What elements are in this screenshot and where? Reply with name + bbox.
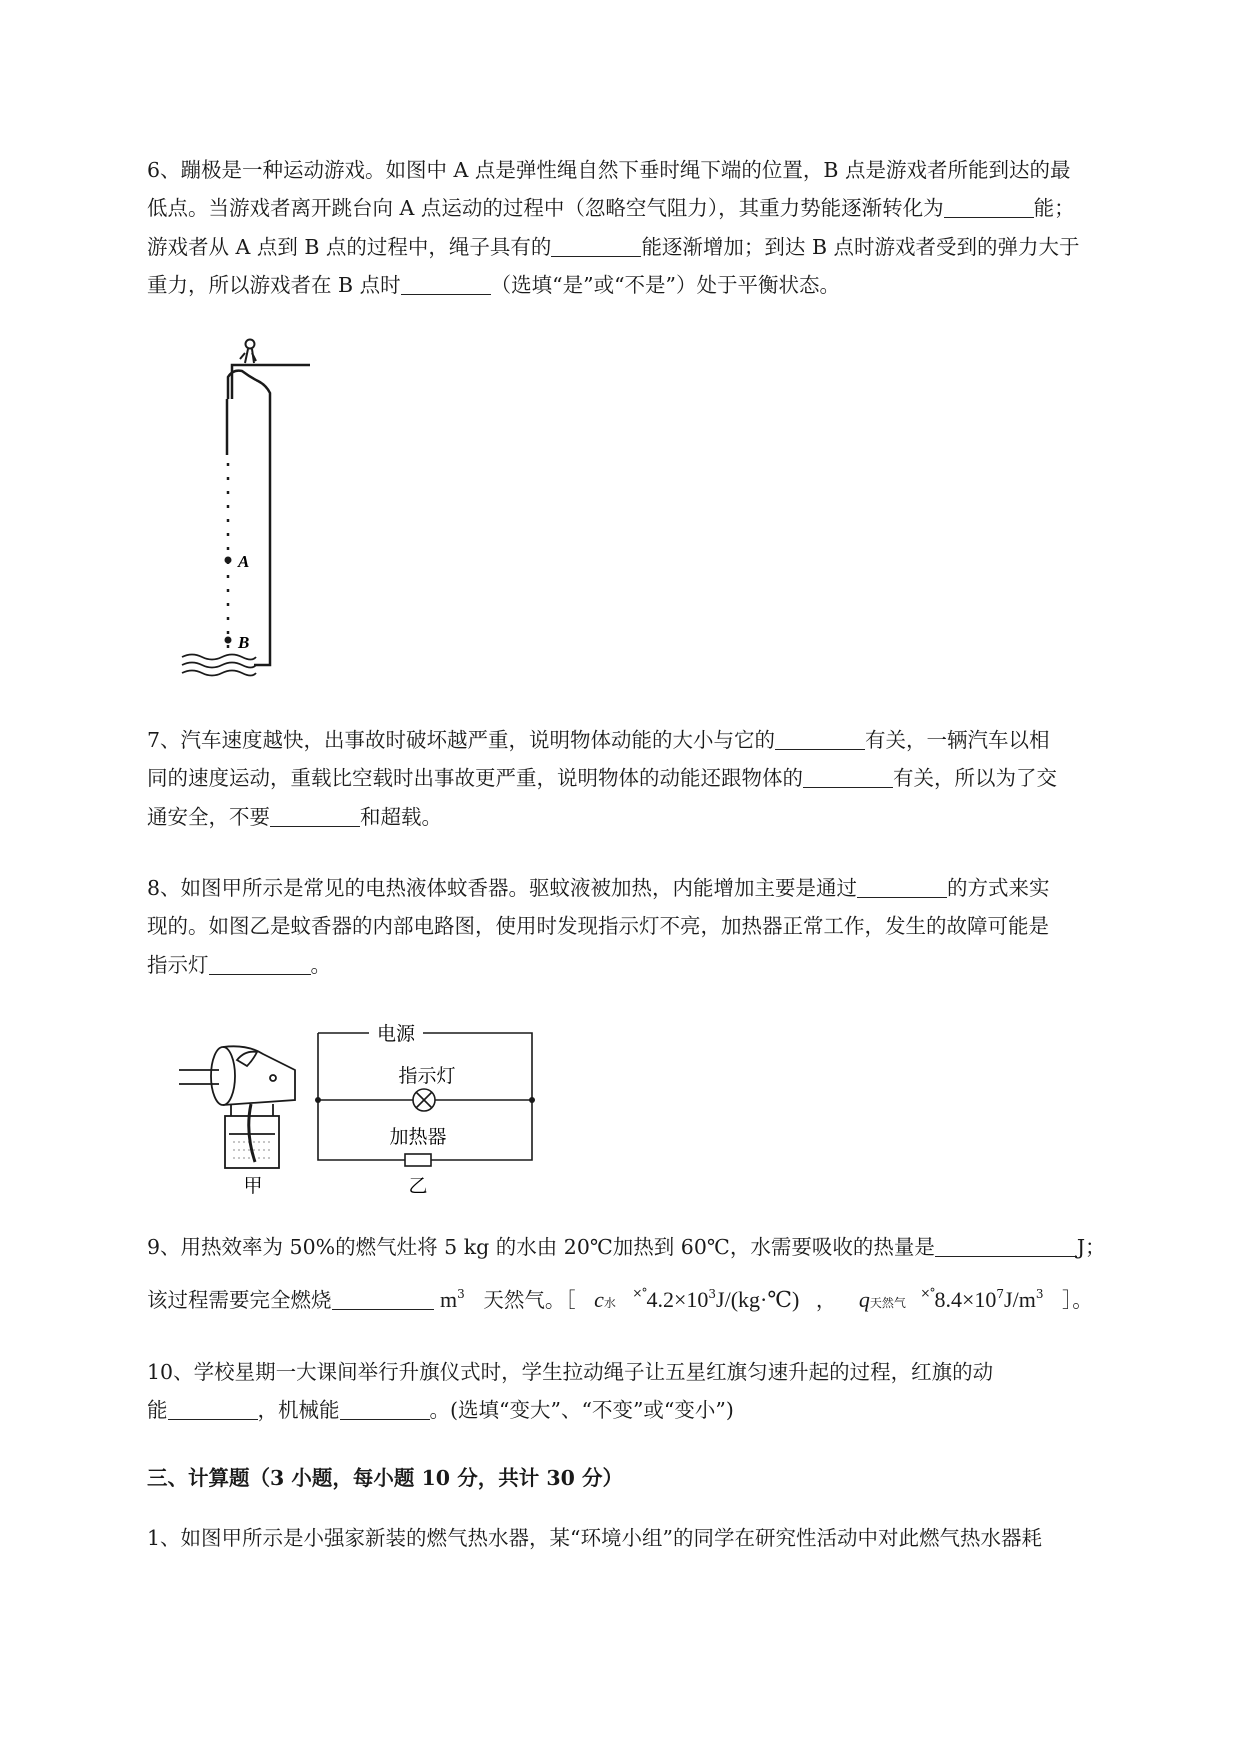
mosquito-circuit-figure	[175, 1022, 545, 1198]
label-b: B	[238, 633, 250, 652]
q9-blank-1[interactable]	[935, 1234, 1077, 1257]
q8-line-3: 指示灯 。	[147, 953, 331, 977]
q9-blank-2[interactable]	[332, 1287, 434, 1310]
label-power: 电源	[376, 1023, 416, 1045]
label-lamp: 指示灯	[398, 1065, 456, 1087]
bungee-figure	[178, 335, 313, 680]
junction-left	[315, 1097, 321, 1103]
q7-blank-2[interactable]	[803, 765, 893, 788]
q6-blank-2[interactable]	[551, 234, 641, 257]
q6-line-1: 6、蹦极是一种运动游戏。如图中 A 点是弹性绳自然下垂时绳下端的位置，B 点是游戏者所能到达的最	[147, 158, 1071, 182]
calc1-line-1: 1、如图甲所示是小强家新装的燃气热水器，某“环境小组”的同学在研究性活动中对此燃气热水器耗	[147, 1526, 1043, 1550]
q7-line-2: 同的速度运动，重载比空载时出事故更严重，说明物体的动能还跟物体的 有关，所以为了交	[147, 766, 1057, 790]
q6-line-4: 重力，所以游戏者在 B 点时 （选填“是”或“不是”）处于平衡状态。	[147, 273, 841, 297]
q8-blank-2[interactable]	[209, 952, 311, 975]
q10-line-1: 10、学校星期一大课间举行升旗仪式时，学生拉动绳子让五星红旗匀速升起的过程，红旗的动	[147, 1360, 994, 1384]
q6-line-2: 低点。当游戏者离开跳台向 A 点运动的过程中（忽略空气阻力），其重力势能逐渐转化为 能；	[147, 196, 1075, 220]
q10-blank-1[interactable]	[168, 1397, 258, 1420]
mosquito-device	[179, 1046, 295, 1168]
q9-line-1: 9、用热效率为 50%的燃气灶将 5 kg 的水由 20℃加热到 60℃，水需要吸收的热量是 J；	[147, 1235, 1106, 1259]
q8-blank-1[interactable]	[857, 875, 947, 898]
q7-line-1: 7、汽车速度越快，出事故时破坏越严重，说明物体动能的大小与它的 有关，一辆汽车以相	[147, 728, 1050, 752]
q6-blank-1[interactable]	[944, 195, 1034, 218]
point-b	[225, 637, 232, 644]
q8-line-1: 8、如图甲所示是常见的电热液体蚊香器。驱蚊液被加热，内能增加主要是通过 的方式来实	[147, 876, 1050, 900]
q7-blank-1[interactable]	[775, 727, 865, 750]
label-heater: 加热器	[389, 1126, 447, 1148]
q8-line-2: 现的。如图乙是蚊香器的内部电路图，使用时发现指示灯不亮，加热器正常工作，发生的故障可能是	[147, 914, 1049, 938]
label-yi: 乙	[408, 1175, 428, 1197]
q10-blank-2[interactable]	[340, 1397, 430, 1420]
q7-blank-3[interactable]	[270, 804, 360, 827]
q9-line-2: 该过程需要完全燃烧 $m^3$ 天然气。［ c水 $^{\times^\circ}4.2\times 10^3J/(kg\cdot℃)$ ， q天然气 $^{\times^\circ}8.4\times 10^7J/m^3$ ］。	[147, 1286, 1093, 1312]
section-3-heading: 三、计算题（3 小题，每小题 10 分，共计 30 分）	[147, 1466, 624, 1490]
q6-line-3: 游戏者从 A 点到 B 点的过程中，绳子具有的 能逐渐增加；到达 B 点时游戏者受到的弹力大于	[147, 235, 1080, 259]
point-a	[225, 557, 232, 564]
q6-blank-3[interactable]	[401, 272, 491, 295]
q10-line-2: 能 ，机械能 。(选填“变大”、“不变”或“变小”)	[147, 1398, 734, 1422]
q7-line-3: 通安全，不要 和超载。	[147, 805, 442, 829]
junction-right	[529, 1097, 535, 1103]
label-a: A	[238, 552, 250, 571]
label-jia: 甲	[243, 1175, 263, 1197]
